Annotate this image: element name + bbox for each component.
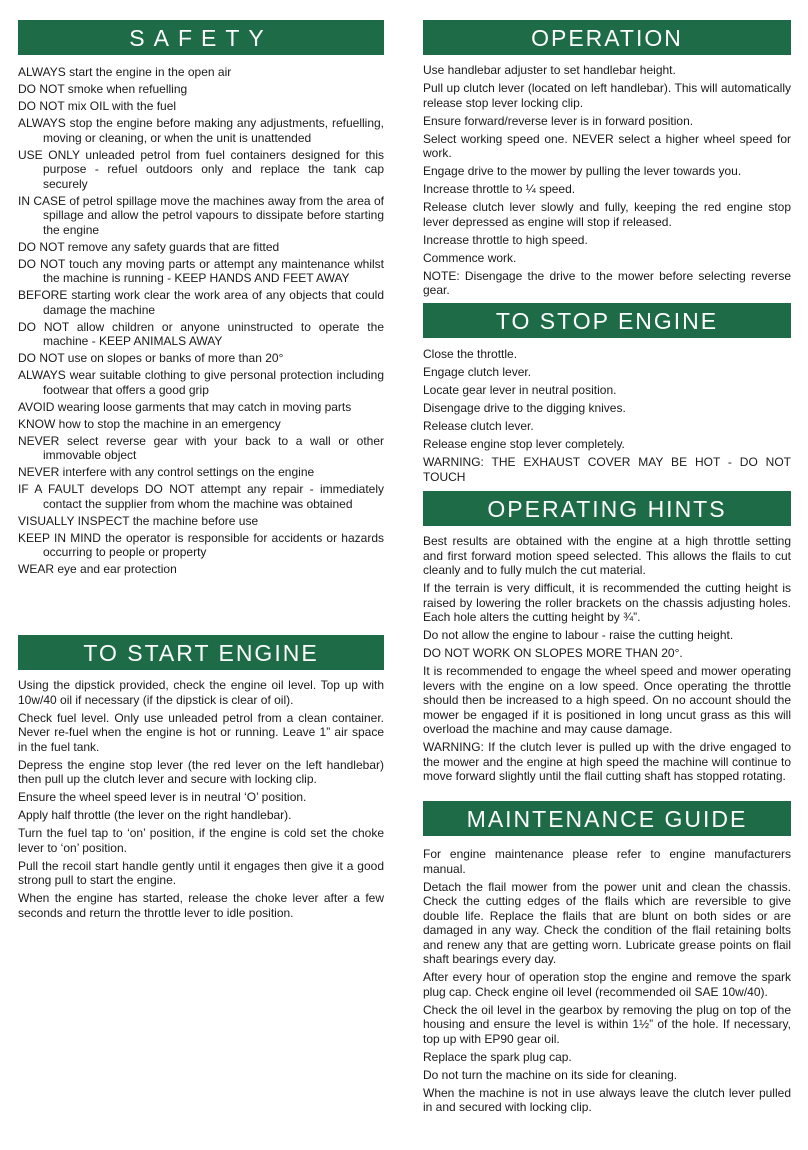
maintenance-paragraph: Do not turn the machine on its side for cleaning. bbox=[423, 1067, 678, 1082]
safety-item: DO NOT remove any safety guards that are fitted bbox=[18, 239, 280, 254]
start-step: Ensure the wheel speed lever is in neutral ‘O’ position. bbox=[18, 790, 307, 804]
maintenance-paragraph: For engine maintenance please refer to engine manufacturers manual. bbox=[423, 847, 791, 876]
start-step: Turn the fuel tap to ‘on’ position, if the engine is cold set the choke lever to ‘on’ position. bbox=[18, 826, 384, 855]
operating-hints-header: OPERATING HINTS bbox=[423, 491, 791, 526]
start-step: Using the dipstick provided, check the engine oil level. Top up with 10w/40 oil if necessary (if the dipstick is clear of oil). bbox=[18, 678, 384, 707]
safety-item: VISUALLY INSPECT the machine before use bbox=[18, 513, 259, 528]
operation-step: Release clutch lever slowly and fully, keeping the red engine stop lever depressed as engine will stop if released. bbox=[423, 200, 791, 229]
safety-item: ALWAYS start the engine in the open air bbox=[18, 65, 232, 79]
stop-warning: WARNING: THE EXHAUST COVER MAY BE HOT - DO NOT TOUCH bbox=[423, 455, 791, 484]
operation-note: NOTE: Disengage the drive to the mower before selecting reverse gear. bbox=[423, 268, 791, 297]
stop-step: Close the throttle. bbox=[423, 347, 518, 361]
safety-section bbox=[18, 65, 384, 579]
safety-header: SAFETY bbox=[18, 20, 384, 55]
stop-step: Release engine stop lever completely. bbox=[423, 437, 625, 451]
safety-item: WEAR eye and ear protection bbox=[18, 562, 177, 576]
operating-hints-section bbox=[423, 534, 791, 787]
safety-item: ALWAYS stop the engine before making any adjustments, refuelling, moving or cleaning, or when the unit is unattended bbox=[18, 116, 384, 145]
safety-item: IN CASE of petrol spillage move the machines away from the area of spillage and allow the petrol vapours to dissipate before starting the engine bbox=[18, 193, 384, 237]
stop-step: Disengage drive to the digging knives. bbox=[423, 401, 626, 415]
safety-item: DO NOT touch any moving parts or attempt any maintenance whilst the machine is running - KEEP HANDS AND FEET AWAY bbox=[18, 256, 384, 285]
stop-step: Release clutch lever. bbox=[423, 419, 534, 433]
safety-item: DO NOT smoke when refuelling bbox=[18, 82, 188, 96]
safety-item: KNOW how to stop the machine in an emergency bbox=[18, 416, 281, 431]
start-step: Pull the recoil start handle gently until it engages then give it a good strong pull to start the engine. bbox=[18, 858, 384, 887]
operation-step: Engage drive to the mower by pulling the lever towards you. bbox=[423, 164, 742, 178]
hint-warning: WARNING: If the clutch lever is pulled up with the drive engaged to the mower and the engine at high speed the machine will continue to move forward slightly until the flail cutting shaft has stopped rotating. bbox=[423, 740, 791, 783]
operation-section bbox=[423, 63, 791, 301]
safety-item: DO NOT mix OIL with the fuel bbox=[18, 99, 177, 113]
operation-step: Increase throttle to high speed. bbox=[423, 232, 588, 247]
safety-item: ALWAYS wear suitable clothing to give personal protection including footwear that offers a good grip bbox=[18, 368, 384, 397]
safety-item: AVOID wearing loose garments that may catch in moving parts bbox=[18, 399, 352, 414]
hint-paragraph: DO NOT WORK ON SLOPES MORE THAN 20°. bbox=[423, 646, 683, 660]
safety-item: USE ONLY unleaded petrol from fuel containers designed for this purpose - refuel outdoors only and replace the tank cap securely bbox=[18, 147, 384, 191]
operation-step: Pull up clutch lever (located on left handlebar). This will automatically release stop lever locking clip. bbox=[423, 81, 791, 110]
maintenance-paragraph: Detach the flail mower from the power unit and clean the chassis. Check the cutting edges of the flails which are reversible to give double life. Replace the flails that are blunt on both sides or are damaged in any way. Check the condition of the flail retaining bolts and renew any that are getting worn. Lubricate grease points on flail shaft bearings every day. bbox=[423, 879, 791, 966]
maintenance-paragraph: When the machine is not in use always leave the clutch lever pulled in and secured with locking clip. bbox=[423, 1085, 791, 1114]
safety-item: NEVER interfere with any control settings on the engine bbox=[18, 465, 315, 479]
operation-step: Increase throttle to ¼ speed. bbox=[423, 182, 576, 196]
stop-step: Locate gear lever in neutral position. bbox=[423, 383, 617, 397]
maintenance-header: MAINTENANCE GUIDE bbox=[423, 801, 791, 836]
safety-item: KEEP IN MIND the operator is responsible for accidents or hazards occurring to people or property bbox=[18, 530, 384, 559]
safety-item: BEFORE starting work clear the work area of any objects that could damage the machine bbox=[18, 288, 384, 317]
start-step: Apply half throttle (the lever on the right handlebar). bbox=[18, 808, 292, 822]
stop-engine-section bbox=[423, 347, 791, 488]
hint-paragraph: Do not allow the engine to labour - raise the cutting height. bbox=[423, 628, 734, 642]
start-step: When the engine has started, release the choke lever after a few seconds and return the throttle lever to idle position. bbox=[18, 891, 384, 920]
start-engine-section bbox=[18, 678, 384, 924]
hint-paragraph: If the terrain is very difficult, it is recommended the cutting height is raised by lowering the roller brackets on the chassis adjusting holes. Each hole alters the cutting height by ¾”. bbox=[423, 581, 791, 624]
stop-engine-header: TO STOP ENGINE bbox=[423, 303, 791, 338]
stop-step: Engage clutch lever. bbox=[423, 365, 532, 379]
operation-step: Commence work. bbox=[423, 250, 517, 265]
safety-item: DO NOT allow children or anyone uninstructed to operate the machine - KEEP ANIMALS AWAY bbox=[18, 319, 384, 348]
safety-item: DO NOT use on slopes or banks of more than 20° bbox=[18, 351, 284, 365]
maintenance-paragraph: After every hour of operation stop the engine and remove the spark plug cap. Check engine oil level (recommended oil SAE 10w/40). bbox=[423, 970, 791, 999]
start-step: Depress the engine stop lever (the red lever on the left handlebar) then pull up the clutch lever and secure with locking clip. bbox=[18, 757, 384, 786]
operation-header: OPERATION bbox=[423, 20, 791, 55]
maintenance-paragraph: Replace the spark plug cap. bbox=[423, 1049, 572, 1064]
maintenance-paragraph: Check the oil level in the gearbox by removing the plug on top of the housing and ensure the level is within 1½” of the hole. If necessary, top up with EP90 gear oil. bbox=[423, 1002, 791, 1046]
operation-step: Ensure forward/reverse lever is in forward position. bbox=[423, 113, 694, 128]
hint-paragraph: It is recommended to engage the wheel speed and mower operating levers with the engine on a low speed. Once operating the throttle should then be increased to a high speed. On no account should the mower be engaged if it is positioned in long uncut grass as this will overload the machine and may cause damage. bbox=[423, 664, 791, 736]
maintenance-section bbox=[423, 847, 791, 1118]
safety-item: NEVER select reverse gear with your back to a wall or other immovable object bbox=[18, 433, 384, 462]
start-engine-header: TO START ENGINE bbox=[18, 635, 384, 670]
start-step: Check fuel level. Only use unleaded petrol from a clean container. Never re-fuel when the engine is hot or running. Leave 1” air space in the fuel tank. bbox=[18, 710, 384, 754]
safety-item: IF A FAULT develops DO NOT attempt any repair - immediately contact the supplier from whom the machine was obtained bbox=[18, 482, 384, 511]
operation-step-text: Use handlebar adjuster to set handlebar height. bbox=[423, 63, 676, 77]
hint-paragraph: Best results are obtained with the engine at a high throttle setting and first forward motion speed selected. This allows the flails to cut cleanly and to fully mulch the cut material. bbox=[423, 534, 791, 577]
operation-step: Select working speed one. NEVER select a higher wheel speed for work. bbox=[423, 131, 791, 160]
operation-step bbox=[423, 63, 791, 78]
